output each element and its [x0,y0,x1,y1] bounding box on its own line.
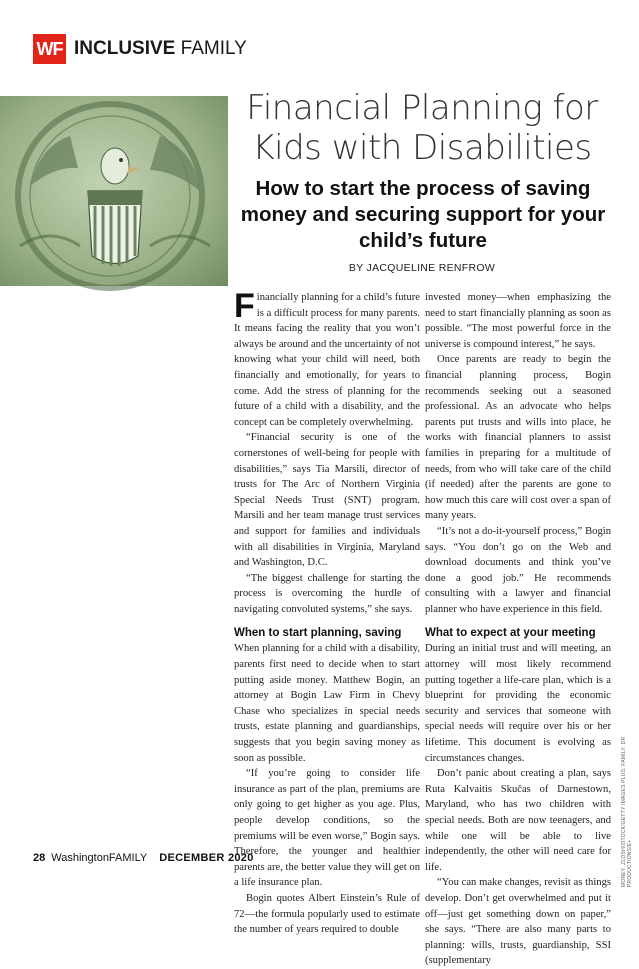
article-title: Financial Planning for Kids with Disabilities [246,88,598,168]
byline: BY JACQUELINE RENFROW [348,262,496,274]
section-name [74,38,247,60]
paragraph: When planning for a child with a disability, parents first need to decide when to start putting aside money. Matthew Bogin, an attorney at Bogin Law Firm in Chevy Chase who specializes in special needs trusts, estate planning and guardianships, suggests that you begin saving money as soon as possible. [234,643,420,764]
article-column-1 [234,287,420,938]
article-column-2 [425,290,611,969]
paragraph: “You can make changes, revisit as things develop. Don’t get overwhelmed and put it off—just get something down on paper,” she says. “There are also many parts to planning: wills, trusts, guardianship, SSI (supplementary [425,877,611,967]
paragraph: “The biggest challenge for starting the process is overcoming the hurdle of navigating convoluted systems,” she says. [234,572,420,615]
paragraph: “Financial security is one of the cornerstones of well-being for people with disabilities,” says Tia Marsili, director of trusts for The Arc of Northern Virginia Special Needs Trust (SNT) program. Marsili and her team manage trust services and support for families and individuals with all disabilities in Virginia, Maryland and Washington, D.C. [234,432,420,569]
section-header [33,34,247,64]
section-name-bold: INCLUSIVE [74,38,176,59]
dollar-bill-eagle-image [0,96,228,286]
drop-cap: F [234,287,255,325]
wf-logo: WF [33,34,66,64]
section-heading: When to start planning, saving [234,627,402,640]
paragraph: Bogin quotes Albert Einstein’s Rule of 72—the formula popularly used to estimate the number of years required to double [234,892,420,936]
paragraph: Don’t panic about creating a plan, says Ruta Kalvaitis Skučas of Darnestown, Maryland, who has two children with special needs. Both are now teenagers, and while one will be able to live independently, the other will need care for life. [425,768,611,873]
paragraph: Financially planning for a child’s future is a difficult process for many parents. It means facing the reality that you won’t always be around and the uncertainty of not knowing what your child will need, both financially and emotionally, for years to come. Add the stress of planning for the future of a child with a disability, and the concept can be completely overwhelming. [234,287,420,428]
article-subtitle: How to start the process of saving money and securing support for your child’s future [240,177,606,252]
page-footer [33,852,254,864]
section-heading: What to expect at your meeting [425,627,596,640]
paragraph: Once parents are ready to begin the financial planning process, Bogin recommends seeking out a seasoned professional. As an advocate who helps parents put trusts and wills into place, he works with financial planners to assist families in preparing for a multitude of needs, from who will take care of the child (if needed) after the parents are gone to how much this care will cost over a span of many years. [425,354,611,522]
paragraph: invested money—when emphasizing the need to start financially planning as soon as possible. “The most powerful force in the universe is compound interest,” he says. [425,292,611,350]
publication-name: WashingtonFAMILY [51,852,148,864]
photo-credit: MONEY: ZLOSH/ISTOCK/GETTY IMAGES PLUS; FAMILY: DR PRODUCTIONS/E+ [621,736,633,887]
paragraph: During an initial trust and will meeting, an attorney will most likely recommend putting together a life-care plan, which is a blueprint for providing the economic security and services that someone with special needs will require over his or her lifetime. This document is evolving as circumstances changes. [425,643,611,764]
page-number: 28 [33,852,46,864]
paragraph: “If you’re going to consider life insurance as part of the plan, premiums are only going to get higher as you age. Plus, people develop conditions, so the premiums will be even worse,” Bogin says. Therefore, the younger and healthier parents are, the better value they will get on a life insurance plan. [234,768,420,889]
paragraph: “It’s not a do-it-yourself process,” Bogin says. “You don’t go on the Web and download documents and think you’ve done a good job.” He recommends consulting with a lawyer and financial planner who have experience in this field. [425,525,611,615]
section-name-light: FAMILY [180,38,247,59]
issue-date: DECEMBER 2020 [159,852,254,864]
